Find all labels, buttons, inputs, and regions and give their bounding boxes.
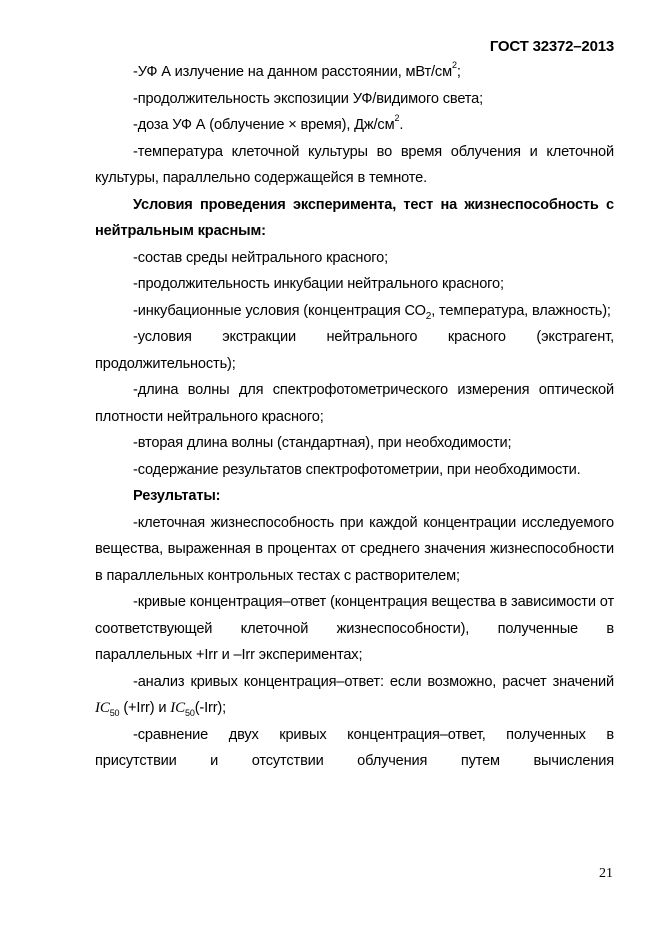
- paragraph-culture-temperature: -температура клеточной культуры во время облучения и клеточной культуры, параллельно содержащейся в темноте.: [95, 143, 614, 186]
- paragraph-cell-viability: -клеточная жизнеспособность при каждой концентрации исследуемого вещества, выраженная в процентах от среднего значения жизнеспособности в параллельных контрольных тестах с растворителем;: [95, 514, 614, 584]
- paragraph-exposure-duration: -продолжительность экспозиции УФ/видимого света;: [133, 90, 484, 107]
- page-number: 21: [599, 866, 613, 881]
- section-heading-results: Результаты:: [133, 488, 221, 504]
- paragraph-incubation-conditions: -инкубационные условия (концентрация $СО_2$, температура, влажность);: [133, 302, 611, 322]
- paragraph-uva-dose: -доза УФ А (облучение × время), $Дж/см^2$.: [133, 113, 404, 133]
- paragraph-uva-irradiance: -УФ А излучение на данном расстоянии, мВт/$см^2$;: [133, 60, 461, 80]
- document-code-header: ГОСТ 32372–2013: [489, 38, 614, 55]
- paragraph-extraction-conditions: -условия экстракции нейтрального красного (экстрагент, продолжительность);: [95, 329, 614, 372]
- document-body: [95, 59, 614, 775]
- paragraph-spectrophotometry-results: -содержание результатов спектрофотометрии, при необходимости.: [133, 461, 581, 478]
- paragraph-second-wavelength: -вторая длина волны (стандартная), при необходимости;: [133, 435, 512, 451]
- paragraph-curve-comparison: -сравнение двух кривых концентрация–ответ, полученных в присутствии и отсутствии облучения путем вычисления: [95, 726, 614, 769]
- ic50-symbol: $IC_{50}$: [170, 700, 195, 718]
- section-heading-test-conditions: Условия проведения эксперимента, тест на жизнеспособность с нейтральным красным:: [95, 196, 614, 239]
- paragraph-wavelength: -длина волны для спектрофотометрического измерения оптической плотности нейтрального красного;: [95, 382, 614, 425]
- paragraph-curve-analysis: -анализ кривых концентрация–ответ: если возможно, расчет значений $IC_{50}$ (+Irr) и $IC_{50}(-Irr)$;: [95, 673, 614, 718]
- ic50-symbol: $IC_{50}$: [95, 700, 120, 718]
- paragraph-medium-composition: -состав среды нейтрального красного;: [133, 249, 389, 266]
- paragraph-incubation-duration: -продолжительность инкубации нейтрального красного;: [133, 276, 504, 292]
- paragraph-dose-response-curves: -кривые концентрация–ответ (концентрация вещества в зависимости от соответствующей клеточной жизнеспособности), полученные в параллельных +Irr и –Irr экспериментах;: [95, 594, 614, 663]
